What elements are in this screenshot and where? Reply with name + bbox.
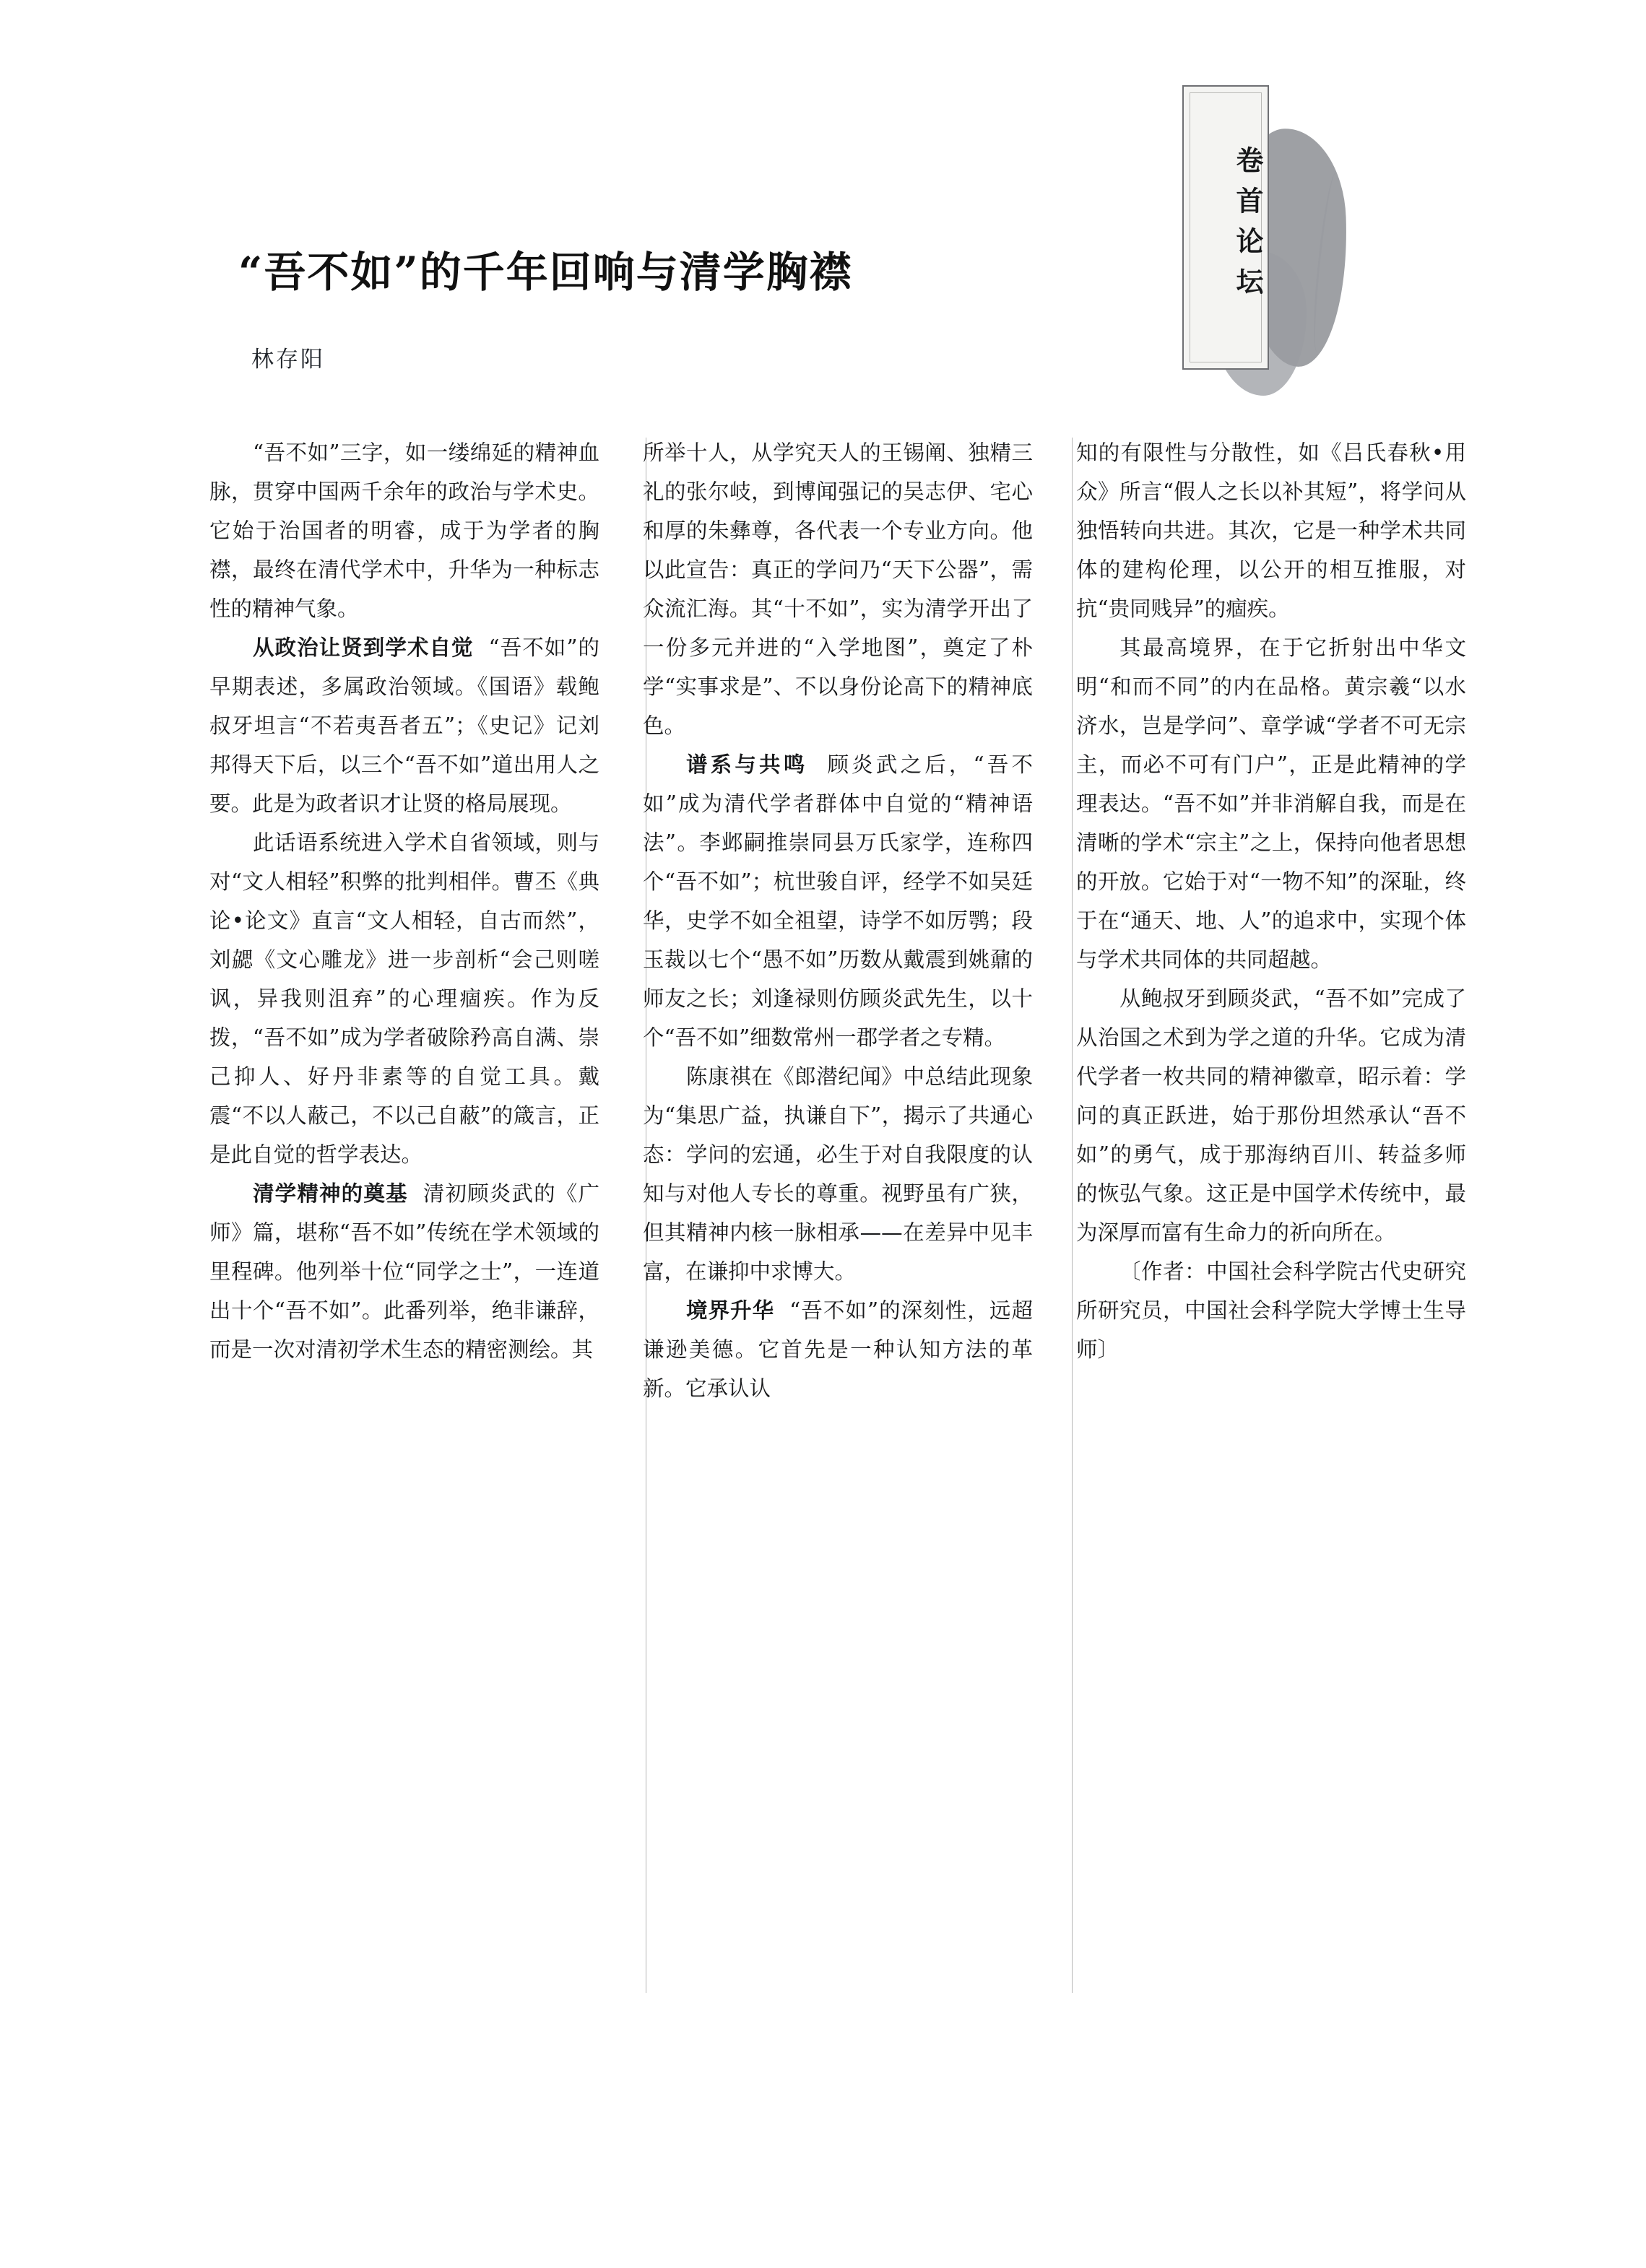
paragraph-lead: 境界升华 [686,1298,775,1323]
column-3 [1054,433,1466,2080]
paragraph [1076,433,1466,628]
paragraph-lead: 谱系与共鸣 [686,752,808,777]
column-1 [209,433,599,2080]
paragraph-text: 其最高境界，在于它折射出中华文明“和而不同”的内在品格。黄宗羲“以水济水，岂是学问”、章学诚“学者不可无宗主，而必不可有门户”，正是此精神的学理表达。“吾不如”并非消解自我，而是在清晰的学术“宗主”之上，保持向他者思想的开放。它始于对“一物不知”的深耻，终于在“通天、地、人”的追求中，实现个体与学术共同体的共同超越。 [1076,635,1466,972]
paragraph-text: 清初顾炎武的《广师》篇，堪称“吾不如”传统在学术领域的里程碑。他列举十位“同学之士”，一连道出十个“吾不如”。此番列举，绝非谦辞，而是一次对清初学术生态的精密测绘。其 [209,1181,599,1362]
paragraph [1076,979,1466,1252]
badge-frame [1182,85,1269,370]
paragraph [643,745,1033,1057]
paragraph-text: 此话语系统进入学术自省领域，则与对“文人相轻”积弊的批判相伴。曹丕《典论•论文》直言“文人相轻，自古而然”，刘勰《文心雕龙》进一步剖析“会己则嗟讽，异我则沮弃”的心理痼疾。作为反拨，“吾不如”成为学者破除矜高自满、崇己抑人、好丹非素等的自觉工具。戴震“不以人蔽己，不以己自蔽”的箴言，正是此自觉的哲学表达。 [209,830,599,1167]
paragraph-lead: 从政治让贤到学术自觉 [253,635,474,660]
paragraph [643,1057,1033,1291]
column-2 [621,433,1033,2080]
page-title: “吾不如”的千年回响与清学胸襟 [238,248,853,297]
paragraph-text: 所举十人，从学究天人的王锡阐、独精三礼的张尔岐，到博闻强记的吴志伊、宅心和厚的朱彝尊，各代表一个专业方向。他以此宣告：真正的学问乃“天下公器”，需众流汇海。其“十不如”，实为清学开出了一份多元并进的“入学地图”，奠定了朴学“实事求是”、不以身份论高下的精神底色。 [643,440,1033,738]
article-body [209,433,1466,2080]
paragraph-text: “吾不如”的深刻性，远超谦逊美德。它首先是一种认知方法的革新。它承认认 [643,1298,1033,1401]
paragraph-text: “吾不如”的早期表述，多属政治领域。《国语》载鲍叔牙坦言“不若夷吾者五”；《史记》记刘邦得天下后，以三个“吾不如”道出用人之要。此是为政者识才让贤的格局展现。 [209,635,599,816]
paragraph-text: 陈康祺在《郎潜纪闻》中总结此现象为“集思广益，执谦自下”，揭示了共通心态：学问的宏通，必生于对自我限度的认知与对他人专长的尊重。视野虽有广狭，但其精神内核一脉相承——在差异中见丰富，在谦抑中求博大。 [643,1064,1033,1284]
paragraph [209,823,599,1174]
author-name: 林存阳 [251,347,325,373]
paragraph [209,628,599,823]
paragraph [1076,628,1466,979]
paragraph [209,433,599,628]
paragraph-lead: 清学精神的奠基 [253,1181,408,1206]
paragraph-text: 知的有限性与分散性，如《吕氏春秋•用众》所言“假人之长以补其短”，将学问从独悟转向共进。其次，它是一种学术共同体的建构伦理，以公开的相互推服，对抗“贵同贱异”的痼疾。 [1076,440,1466,621]
paragraph [209,1174,599,1369]
badge-label: 卷首论坛 [1231,146,1264,308]
paragraph-text: “吾不如”三字，如一缕绵延的精神血脉，贯穿中国两千余年的政治与学术史。它始于治国者的明睿，成于为学者的胸襟，最终在清代学术中，升华为一种标志性的精神气象。 [209,440,599,621]
paragraph-text: 顾炎武之后，“吾不如”成为清代学者群体中自觉的“精神语法”。李邺嗣推崇同县万氏家学，连称四个“吾不如”；杭世骏自评，经学不如吴廷华，史学不如全祖望，诗学不如厉鹗；段玉裁以七个“愚不如”历数从戴震到姚鼐的师友之长；刘逢禄则仿顾炎武先生，以十个“吾不如”细数常州一郡学者之专精。 [643,752,1033,1050]
paragraph [643,433,1033,745]
author-affiliation: 〔作者：中国社会科学院古代史研究所研究员，中国社会科学院大学博士生导师〕 [1076,1259,1466,1362]
masthead-badge [1169,85,1343,388]
paragraph-text: 从鲍叔牙到顾炎武，“吾不如”完成了从治国之术到为学之道的升华。它成为清代学者一枚共同的精神徽章，昭示着：学问的真正跃进，始于那份坦然承认“吾不如”的勇气，成于那海纳百川、转益多师的恢弘气象。这正是中国学术传统中，最为深厚而富有生命力的祈向所在。 [1076,986,1466,1245]
paragraph [643,1291,1033,1408]
